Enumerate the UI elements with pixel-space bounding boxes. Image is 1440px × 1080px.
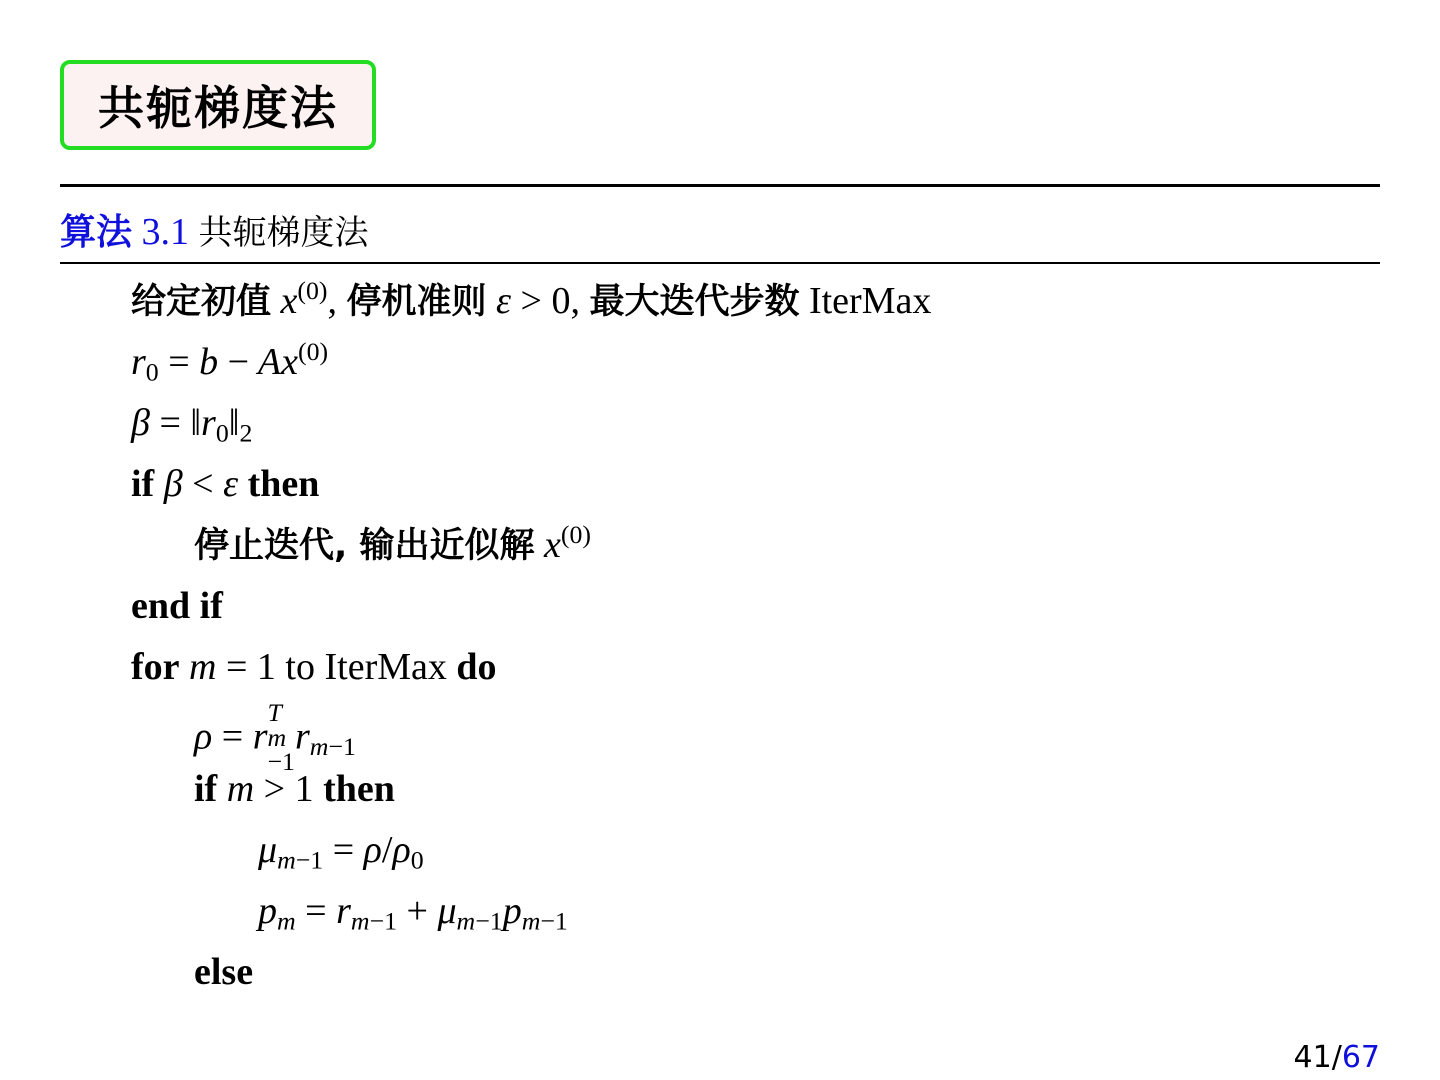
algorithm-caption (60, 204, 369, 255)
page-number: 41/67 (1293, 1040, 1380, 1075)
line-content: if β < ε then (131, 463, 320, 505)
line-content: $p_m = r_{m-1} + \mu_{m-1}p_{m-1}$ (258, 890, 568, 936)
page-total-link[interactable]: 67 (1341, 1040, 1380, 1075)
algorithm-mid-rule (60, 262, 1380, 264)
line-content: $\mu_{m-1} = \rho/\rho_0$ (258, 829, 424, 875)
frame-title: 共轭梯度法 (60, 60, 376, 150)
line-content: 停止迭代, 输出近似解 $x^{(0)}$ (194, 519, 591, 566)
algorithm-name: 共轭梯度法 (198, 213, 369, 253)
line-content: $\beta = ‖r_0‖_2$ (131, 402, 253, 448)
algorithm-top-rule (60, 184, 1380, 187)
algorithm-tag: 算法 3.1 (60, 211, 190, 253)
line-content: else (194, 951, 254, 993)
line-content: 给定初值 $x^{(0)}$, 停机准则 ε > 0, 最大迭代步数 IterMax (131, 275, 932, 322)
line-content: $r_0 = b - Ax^{(0)}$ (131, 336, 329, 387)
line-content: if m > 1 then (194, 768, 395, 810)
line-content: ρ = r T m −1 $r_{m-1}$ (194, 698, 356, 777)
line-content: end if (131, 585, 223, 627)
line-content: for m = 1 to IterMax do (131, 646, 497, 688)
